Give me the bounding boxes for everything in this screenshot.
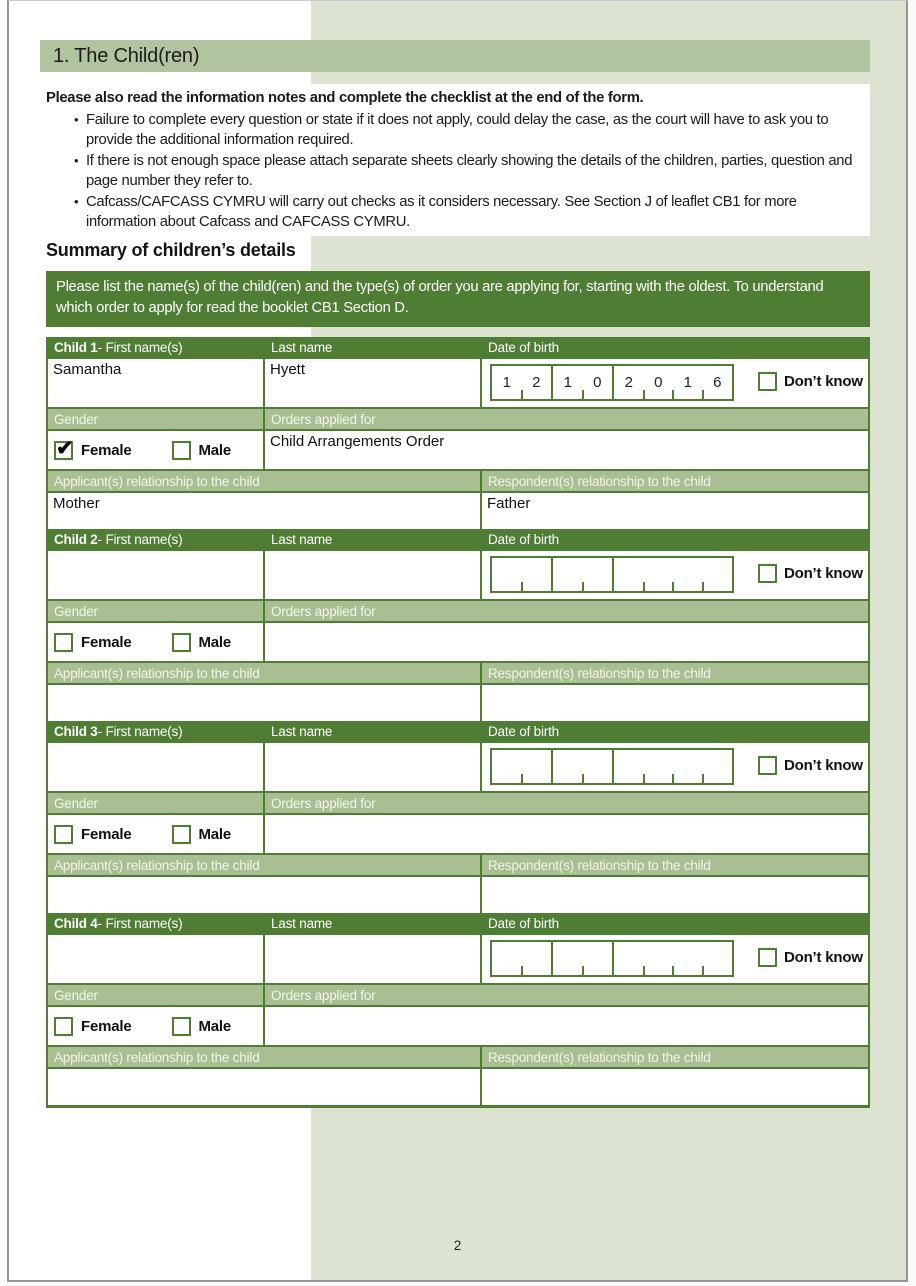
dob-digit[interactable] <box>614 558 644 591</box>
dob-digit[interactable]: 0 <box>583 366 615 399</box>
last-name-header: Last name <box>271 531 333 547</box>
relationship-values-row <box>48 493 868 529</box>
dob-digit[interactable]: 1 <box>553 366 583 399</box>
dob-digit[interactable] <box>583 942 615 975</box>
form-page <box>9 1 906 1280</box>
child-header-row <box>48 721 868 741</box>
dob-digit[interactable]: 6 <box>713 374 722 391</box>
female-checkbox[interactable] <box>54 1017 73 1036</box>
dob-digit[interactable]: 1 <box>492 366 522 399</box>
name-fields-row <box>48 743 868 791</box>
orders-header: Orders applied for <box>265 409 868 429</box>
dont-know-group <box>758 372 863 391</box>
dob-digit[interactable] <box>614 942 644 975</box>
dob-digit[interactable] <box>583 750 615 783</box>
notes-bullet: • Cafcass/CAFCASS CYMRU will carry out checks as it considers necessary. See Section J of leaflet CB1 for more information about Cafcass and CAFCASS CYMRU. <box>46 192 870 233</box>
child-first-name-header: Child 2 - First name(s) <box>54 531 183 547</box>
last-name-field[interactable] <box>265 935 480 983</box>
relationship-values-row <box>48 685 868 721</box>
last-name-field[interactable]: Hyett <box>265 359 480 407</box>
section-header-bar <box>40 40 870 72</box>
information-notes-panel <box>40 84 870 236</box>
female-option <box>54 441 132 460</box>
applicant-relationship-header: Applicant(s) relationship to the child <box>48 855 480 875</box>
dob-digit[interactable] <box>522 750 554 783</box>
dob-digit[interactable] <box>492 558 522 591</box>
dob-digit[interactable] <box>522 942 554 975</box>
date-of-birth-header: Date of birth <box>488 723 559 739</box>
last-name-header: Last name <box>271 339 333 355</box>
male-checkbox[interactable] <box>172 633 191 652</box>
dont-know-checkbox[interactable] <box>758 756 777 775</box>
female-checkbox[interactable] <box>54 633 73 652</box>
gender-orders-header-row <box>48 601 868 621</box>
applicant-relationship-header: Applicant(s) relationship to the child <box>48 663 480 683</box>
notes-bullet: • Failure to complete every question or state if it does not apply, could delay the case, as the court will have to ask you to provide the additional information required. <box>46 110 870 151</box>
dont-know-group <box>758 948 863 967</box>
first-name-field[interactable] <box>48 551 263 599</box>
relationship-header-row <box>48 1047 868 1067</box>
respondent-relationship-field[interactable]: Father <box>482 493 868 529</box>
child-header-row <box>48 337 868 357</box>
orders-field[interactable]: Child Arrangements Order <box>265 431 868 469</box>
respondent-relationship-field[interactable] <box>482 1069 868 1105</box>
name-fields-row <box>48 551 868 599</box>
dob-input[interactable] <box>490 940 734 977</box>
female-label: Female <box>81 633 132 651</box>
gender-header: Gender <box>48 985 263 1005</box>
dob-digit[interactable] <box>703 942 733 975</box>
female-option <box>54 633 132 652</box>
gender-orders-header-row <box>48 793 868 813</box>
child-first-name-header: Child 1 - First name(s) <box>54 339 183 355</box>
male-label: Male <box>198 1017 232 1035</box>
last-name-field[interactable] <box>265 743 480 791</box>
male-option <box>172 1017 232 1036</box>
document-window-frame <box>7 0 908 1282</box>
dob-digit[interactable] <box>522 558 554 591</box>
name-fields-row <box>48 935 868 983</box>
gender-header: Gender <box>48 409 263 429</box>
applicant-relationship-header: Applicant(s) relationship to the child <box>48 1047 480 1067</box>
female-option <box>54 825 132 844</box>
dob-digit[interactable] <box>644 942 674 975</box>
gender-cell <box>48 431 263 469</box>
dob-digit[interactable] <box>492 942 522 975</box>
last-name-header: Last name <box>271 723 333 739</box>
relationship-values-row <box>48 877 868 913</box>
child-block <box>48 721 868 913</box>
dont-know-label: Don’t know <box>784 757 863 774</box>
gender-cell <box>48 815 263 853</box>
first-name-field[interactable]: Samantha <box>48 359 263 407</box>
orders-field[interactable] <box>265 1007 868 1045</box>
dob-cell <box>482 551 868 599</box>
respondent-relationship-field[interactable] <box>482 685 868 721</box>
dob-digit[interactable]: 2 <box>614 366 644 399</box>
gender-header: Gender <box>48 601 263 621</box>
orders-field[interactable] <box>265 623 868 661</box>
page-number: 2 <box>453 1238 462 1253</box>
dont-know-label: Don’t know <box>784 373 863 390</box>
dob-digit[interactable]: 0 <box>644 366 674 399</box>
dob-digit[interactable] <box>673 558 703 591</box>
respondent-relationship-field[interactable] <box>482 877 868 913</box>
female-checkbox[interactable] <box>54 825 73 844</box>
instruction-box: Please list the name(s) of the child(ren) and the type(s) of order you are applying for, starting with the oldest. To understand which order to apply for read the booklet CB1 Section D. <box>46 271 870 327</box>
name-fields-row <box>48 359 868 407</box>
dont-know-group <box>758 756 863 775</box>
applicant-relationship-field[interactable] <box>48 685 480 721</box>
dont-know-group <box>758 564 863 583</box>
gender-cell <box>48 1007 263 1045</box>
gender-orders-row <box>48 623 868 661</box>
male-label: Male <box>198 441 232 459</box>
date-of-birth-header: Date of birth <box>488 915 559 931</box>
gender-cell <box>48 623 263 661</box>
respondent-relationship-header: Respondent(s) relationship to the child <box>482 663 868 683</box>
male-option <box>172 825 232 844</box>
child-header-row <box>48 913 868 933</box>
dob-input[interactable] <box>490 556 734 593</box>
relationship-header-row <box>48 663 868 683</box>
dob-digit[interactable] <box>583 558 615 591</box>
male-option <box>172 633 232 652</box>
children-table <box>46 337 870 1108</box>
last-name-header: Last name <box>271 915 333 931</box>
dob-digit[interactable] <box>492 750 522 783</box>
dob-digit[interactable]: 1 <box>673 366 703 399</box>
orders-header: Orders applied for <box>265 793 868 813</box>
relationship-header-row <box>48 855 868 875</box>
dob-digit[interactable] <box>703 750 733 783</box>
female-label: Female <box>81 1017 132 1035</box>
female-label: Female <box>81 441 132 459</box>
child-first-name-header: Child 3 - First name(s) <box>54 723 183 739</box>
dob-digit[interactable] <box>553 750 583 783</box>
dob-digit[interactable] <box>644 750 674 783</box>
relationship-values-row <box>48 1069 868 1105</box>
dob-digit[interactable] <box>703 558 733 591</box>
date-of-birth-header: Date of birth <box>488 531 559 547</box>
section-title: 1. The Child(ren) <box>53 44 200 67</box>
first-name-field[interactable] <box>48 935 263 983</box>
child-first-name-header: Child 4 - First name(s) <box>54 915 183 931</box>
female-checkbox[interactable] <box>54 441 73 460</box>
gender-header: Gender <box>48 793 263 813</box>
gender-orders-row <box>48 431 868 469</box>
applicant-relationship-field[interactable]: Mother <box>48 493 480 529</box>
applicant-relationship-field[interactable] <box>48 877 480 913</box>
orders-header: Orders applied for <box>265 601 868 621</box>
gender-orders-header-row <box>48 409 868 429</box>
first-name-field[interactable] <box>48 743 263 791</box>
dob-input[interactable] <box>490 748 734 785</box>
dont-know-checkbox[interactable] <box>758 564 777 583</box>
dob-cell <box>482 935 868 983</box>
male-checkbox[interactable] <box>172 1017 191 1036</box>
male-checkbox[interactable] <box>172 825 191 844</box>
dob-digit[interactable] <box>614 750 644 783</box>
dob-cell <box>482 359 868 407</box>
orders-field[interactable] <box>265 815 868 853</box>
dob-digit[interactable] <box>553 558 583 591</box>
respondent-relationship-header: Respondent(s) relationship to the child <box>482 855 868 875</box>
applicant-relationship-field[interactable] <box>48 1069 480 1105</box>
respondent-relationship-header: Respondent(s) relationship to the child <box>482 1047 868 1067</box>
orders-header: Orders applied for <box>265 985 868 1005</box>
gender-orders-row <box>48 1007 868 1045</box>
male-label: Male <box>198 633 232 651</box>
child-block <box>48 337 868 529</box>
bullet-icon: • <box>74 193 79 209</box>
dob-cell <box>482 743 868 791</box>
female-label: Female <box>81 825 132 843</box>
male-option <box>172 441 232 460</box>
relationship-header-row <box>48 471 868 491</box>
dob-digit[interactable] <box>644 558 674 591</box>
gender-orders-row <box>48 815 868 853</box>
summary-heading: Summary of children’s details <box>46 240 296 260</box>
respondent-relationship-header: Respondent(s) relationship to the child <box>482 471 868 491</box>
notes-intro: Please also read the information notes and complete the checklist at the end of the form. <box>46 90 644 106</box>
dob-input[interactable] <box>490 364 734 401</box>
dob-digit[interactable] <box>673 750 703 783</box>
female-option <box>54 1017 132 1036</box>
male-checkbox[interactable] <box>172 441 191 460</box>
child-block <box>48 529 868 721</box>
applicant-relationship-header: Applicant(s) relationship to the child <box>48 471 480 491</box>
dob-digit[interactable] <box>553 942 583 975</box>
bullet-icon: • <box>74 152 79 168</box>
child-block <box>48 913 868 1105</box>
date-of-birth-header: Date of birth <box>488 339 559 355</box>
bullet-icon: • <box>74 111 79 127</box>
dont-know-label: Don’t know <box>784 949 863 966</box>
last-name-field[interactable] <box>265 551 480 599</box>
child-header-row <box>48 529 868 549</box>
dob-digit[interactable]: 2 <box>522 366 554 399</box>
dont-know-label: Don’t know <box>784 565 863 582</box>
male-label: Male <box>198 825 232 843</box>
dob-digit[interactable] <box>673 942 703 975</box>
notes-bullet: • If there is not enough space please attach separate sheets clearly showing the details of the children, parties, question and page number they refer to. <box>46 151 870 192</box>
dont-know-checkbox[interactable] <box>758 372 777 391</box>
dont-know-checkbox[interactable] <box>758 948 777 967</box>
gender-orders-header-row <box>48 985 868 1005</box>
